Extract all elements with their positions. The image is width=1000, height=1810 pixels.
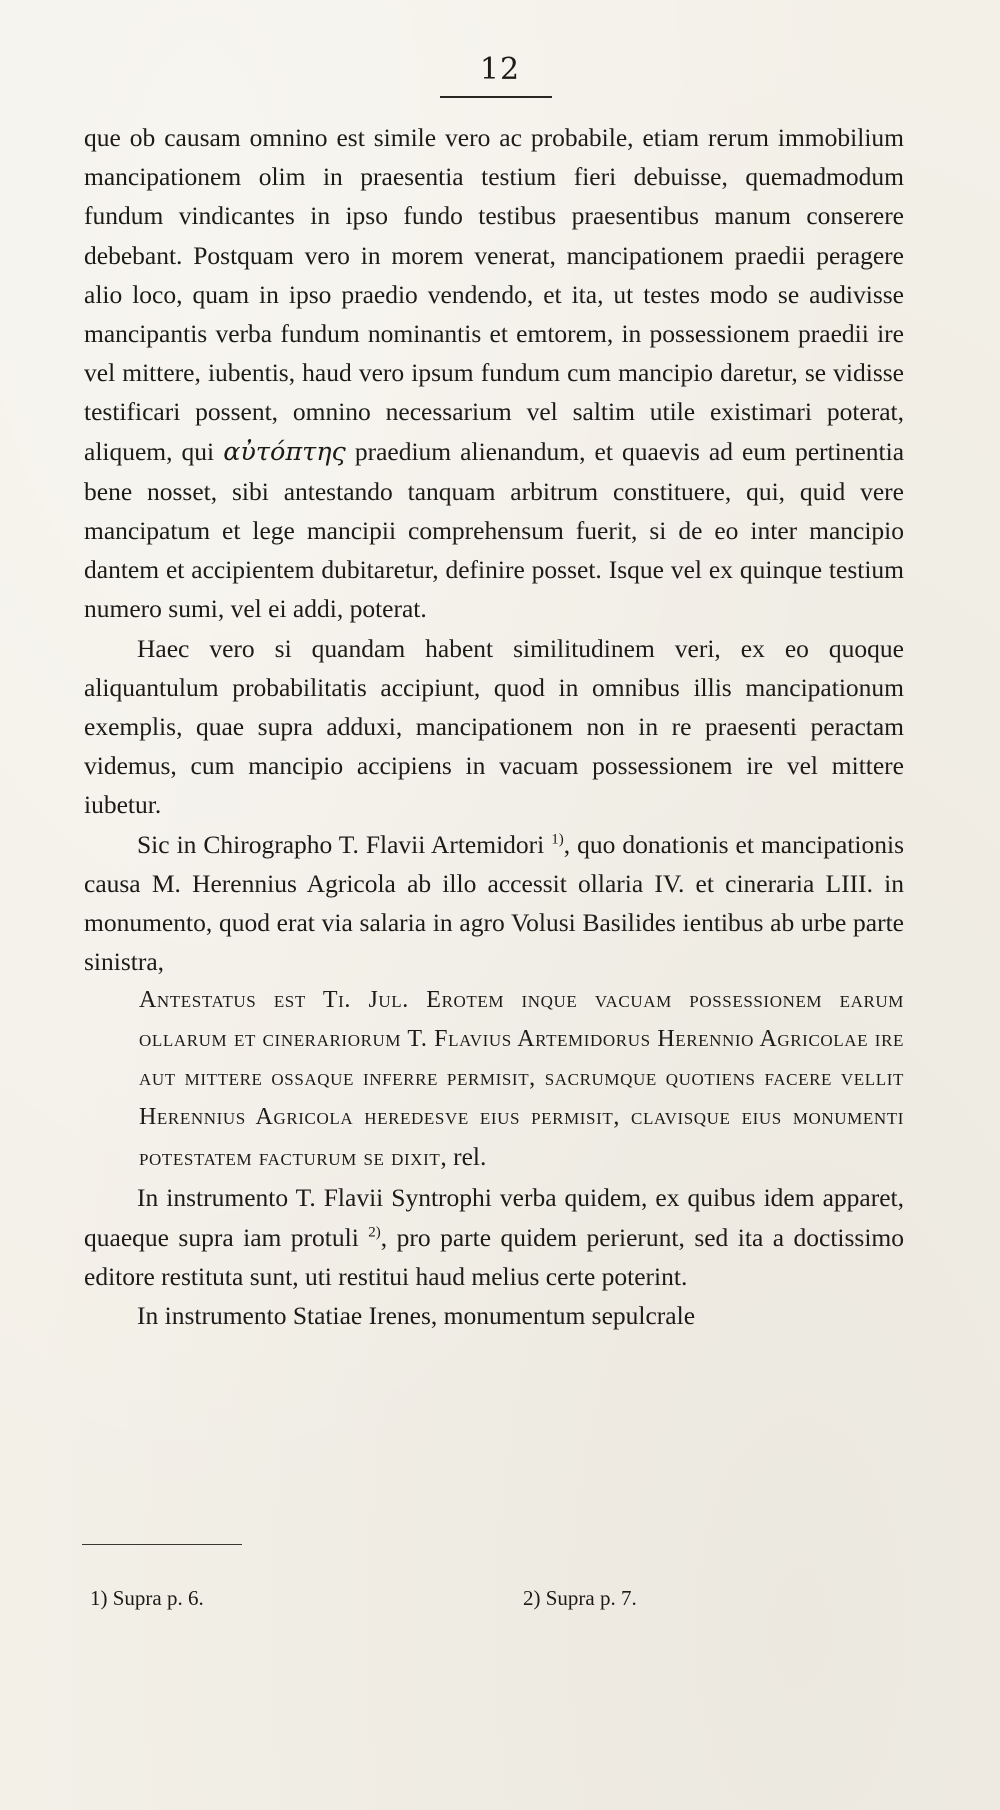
paragraph-4-text-a: In instrumento T. Flavii Syntrophi verba quidem, ex quibus idem apparet, quaeque supra iam protuli: [84, 1183, 904, 1252]
body-text: [84, 118, 904, 1335]
paragraph-4: [84, 1178, 904, 1296]
quoted-inscription-tail: , rel.: [440, 1142, 487, 1172]
page-number-rule: [440, 96, 552, 98]
quoted-inscription: [84, 981, 904, 1178]
greek-word: αὐτόπτης: [223, 436, 346, 467]
paragraph-4-text-b: , pro parte quidem perierunt, sed ita a doctissimo editore restituta sunt, uti restitui haud melius certe poterint.: [84, 1222, 905, 1291]
paragraph-5: In instrumento Statiae Irenes, monumentum sepulcrale: [137, 1301, 696, 1331]
paragraph-1-continuation: praedium alienandum, et quaevis ad eum pertinentia bene nosset, sibi antestando tanquam arbitrum constituere, qui, quid vere mancipatum et lege mancipii comprehensum fuerit, si de eo inter mancipio dantem et accipientem dubitaretur, definire posset. Isque vel ex quinque testium numero sumi, vel ei addi, poterat.: [84, 436, 905, 624]
footnote-rule: [82, 1544, 242, 1545]
paragraph-3-text-b: , quo donationis et mancipationis causa M. Herennius Agricola ab illo accessit ollaria IV. et cineraria LIII. in monumento, quod erat via salaria in agro Volusi Basilides ientibus ab urbe parte sinistra,: [84, 829, 904, 977]
paragraph-1-text: que ob causam omnino est simile vero ac probabile, etiam rerum immobilium mancipationem olim in praesentia testium fieri debuisse, quemadmodum fundum vindicantes in ipso fundo testibus praesentibus manum conserere debebant. Postquam vero in morem venerat, mancipationem praedii peragere alio loco, quam in ipso praedio vendendo, et ita, ut testes modo se audivisse mancipantis verba fundum nominantis et emtorem, in possessionem praedii ire vel mittere, iubentis, haud vero ipsum fundum cum mancipio daretur, se vidisse testificari possent, omnino necessarium vel saltim utile existimari poterat, aliquem, qui: [84, 123, 904, 466]
footnote-1: 1) Supra p. 6.: [90, 1586, 204, 1610]
quoted-inscription-text: Antestatus est Ti. Jul. Erotem inque vacuam possessionem earum ollarum et cinerariorum T. Flavius Artemidorus Herennio Agricolae ire aut mittere ossaque inferre permisit, sacrumque quotiens facere vellit Herennius Agricola heredesve eius permisit, clavisque eius monumenti potestatem facturum se dixit: [139, 987, 904, 1172]
paragraph-2: Haec vero si quandam habent similitudinem veri, ex eo quoque aliquantulum probabilitatis accipiunt, quod in omnibus illis mancipationum exemplis, quae supra adduxi, mancipationem non in re praesenti peractam videmus, cum mancipio accipiens in vacuam possessionem ire vel mittere iubetur.: [84, 633, 904, 820]
paragraph-3: [84, 825, 904, 982]
page-number: 12: [479, 52, 521, 87]
paragraph-1: [84, 118, 904, 629]
footnote-ref-2[interactable]: 2): [368, 1224, 381, 1241]
footnote-2: 2) Supra p. 7.: [523, 1586, 637, 1610]
paragraph-3-text-a: Sic in Chirographo T. Flavii Artemidori: [137, 829, 545, 859]
footnote-ref-1[interactable]: 1): [551, 831, 564, 848]
